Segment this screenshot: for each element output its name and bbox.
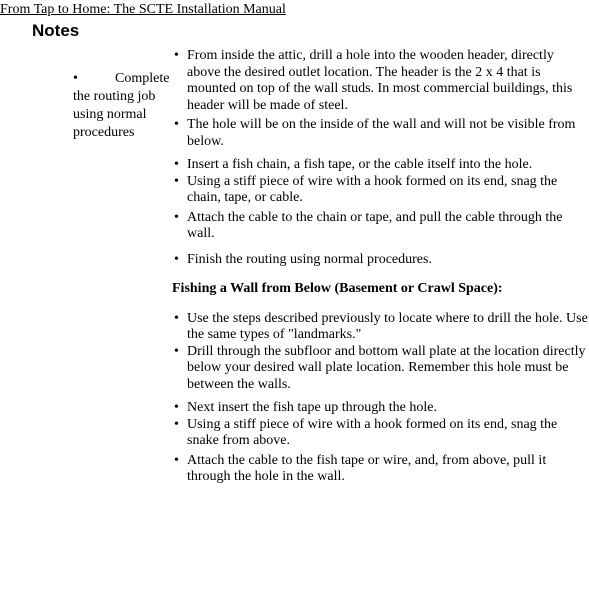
bullet: • <box>174 452 179 468</box>
notes-content <box>170 48 588 486</box>
attic-step-text: Insert a fish chain, a fish tape, or the cable itself into the hole. <box>187 157 533 172</box>
bullet: • <box>174 400 179 415</box>
attic-step <box>170 174 588 207</box>
bullet: • <box>174 157 179 172</box>
below-step <box>170 311 588 344</box>
attic-step <box>170 252 588 269</box>
attic-step <box>170 157 588 174</box>
attic-step-text: Using a stiff piece of wire with a hook formed on its end, snag the chain, tape, or cable. <box>187 173 558 205</box>
attic-step <box>170 117 588 150</box>
bullet: • <box>174 251 179 267</box>
side-note-text: Complete the routing job using normal procedures <box>73 71 170 140</box>
bullet: • <box>174 343 179 359</box>
side-note-bullet: • <box>73 71 78 86</box>
attic-step-text: Finish the routing using normal procedures. <box>187 251 432 267</box>
below-step <box>170 417 588 450</box>
below-step-text: Using a stiff piece of wire with a hook formed on its end, snag the snake from above. <box>187 416 558 448</box>
below-step-text: Use the steps described previously to locate where to drill the hole. Use the same types of "landmarks." <box>187 310 588 342</box>
below-step <box>170 344 588 394</box>
section-heading: Fishing a Wall from Below (Basement or Crawl Space): <box>172 281 503 296</box>
side-note <box>73 70 177 142</box>
below-step <box>170 400 588 417</box>
attic-step <box>170 210 588 243</box>
below-step-text: Next insert the fish tape up through the hole. <box>187 400 437 415</box>
bullet: • <box>174 117 179 132</box>
manual-title-link[interactable]: From Tap to Home: The SCTE Installation Manual <box>0 2 286 17</box>
bullet: • <box>174 48 179 63</box>
below-step-text: Attach the cable to the fish tape or wire, and, from above, pull it through the hole in the wall. <box>187 452 547 484</box>
attic-step-text: From inside the attic, drill a hole into the wooden header, directly above the desired outlet location. The header is the 2 x 4 that is mounted on top of the wall studs. In most commercial buildings, this header will be made of steel. <box>187 48 573 113</box>
bullet: • <box>174 173 179 189</box>
attic-step-text: The hole will be on the inside of the wall and will not be visible from below. <box>187 117 576 149</box>
bullet: • <box>174 310 179 326</box>
bullet: • <box>174 209 179 225</box>
attic-step <box>170 48 588 114</box>
below-step <box>170 453 588 486</box>
attic-step-text: Attach the cable to the chain or tape, and pull the cable through the wall. <box>187 209 563 241</box>
below-step-text: Drill through the subfloor and bottom wall plate at the location directly below your desired wall plate location. Remember this hole must be between the walls. <box>187 343 586 392</box>
bullet: • <box>174 416 179 432</box>
notes-title: Notes <box>32 21 80 40</box>
